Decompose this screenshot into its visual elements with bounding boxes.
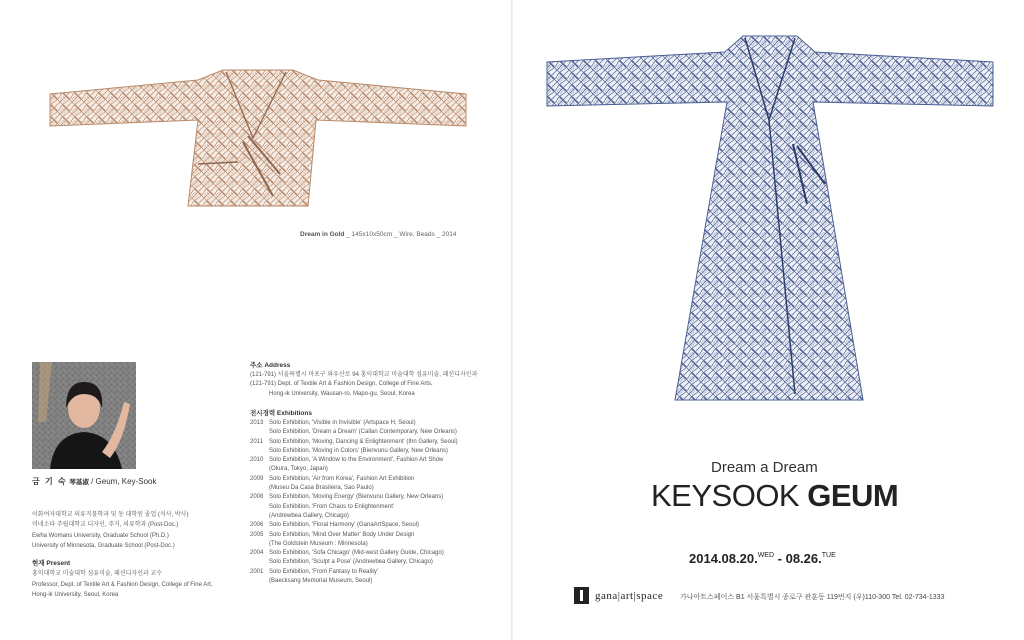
address-line: Hong-ik University, Wausan-ro, Mapo-gu, Seoul, Korea (269, 390, 415, 397)
gallery-brand: gana|art|space (595, 589, 664, 602)
address-heading: 주소 Address (250, 362, 291, 369)
exhibition-year (250, 577, 269, 586)
exhibition-text: Solo Exhibition, 'Dream a Dream' (Callan Contemporary, New Orleans) (269, 429, 457, 436)
exhibition-row (250, 419, 458, 428)
address-block (250, 361, 477, 399)
right-page (513, 0, 1024, 640)
artist-first-name: KEYSOOK (651, 478, 800, 513)
show-title (651, 478, 898, 514)
exhibition-year: 2009 (250, 475, 264, 482)
exhibitions-block (250, 408, 458, 586)
exhibition-year (250, 484, 269, 493)
exhibition-row (250, 456, 458, 465)
exhibition-year (250, 503, 269, 512)
exhibition-row (250, 568, 458, 577)
exhibition-year: 2011 (250, 438, 263, 445)
exhibition-text: Solo Exhibition, 'A Window to the Environment', Fashion Art Show (269, 457, 444, 464)
exhibition-row (250, 558, 458, 567)
exhibition-row (250, 503, 458, 512)
education-item: University of Minnesota, Graduate School (Post-Doc.) (32, 543, 175, 550)
exhibition-text: (Museu Da Casa Brasileira, Sao Paulo) (269, 485, 374, 492)
exhibition-year: 2010 (250, 457, 264, 464)
exhibition-text: Solo Exhibition, 'Floral Harmony' (GanaArtSpace, Seoul) (269, 522, 420, 529)
exhibition-row (250, 484, 458, 493)
exhibitions-list (250, 419, 458, 586)
present-item: Professor, Dept. of Textile Art & Fashion Design, College of Fine Art, (32, 581, 213, 588)
exhibition-row (250, 512, 458, 521)
exhibition-row (250, 428, 458, 437)
exhibition-row (250, 475, 458, 484)
address-line: (121-791) Dept. of Textile Art & Fashion Design, College of Fine Arts, (250, 381, 433, 388)
exhibition-text: Solo Exhibition, 'Moving, Dancing & Enlightenment' (Ihn Gallery, Seoul) (269, 438, 458, 445)
venue-info: 가나아트스페이스 B1 서울특별시 종로구 관훈동 119번지 (우)110-300 Tel. 02-734-1333 (680, 594, 945, 601)
artist-name-english: / Geum, Key-Sook (91, 477, 157, 486)
exhibition-year: 2008 (250, 494, 264, 501)
exhibition-text: (Andrewbea Gallery, Chicago) (269, 512, 349, 519)
exhibition-text: Solo Exhibition, 'Moving Energy' (Bienvunu Gallery, New Orleans) (269, 494, 444, 501)
gallery-logo-icon (574, 587, 589, 604)
exhibition-text: (Okura, Tokyo, Japan) (269, 466, 328, 473)
artist-name (32, 476, 156, 487)
date-separator: - (774, 551, 786, 566)
artist-portrait-image (32, 362, 136, 469)
present-position (32, 559, 213, 601)
artist-name-korean: 금 기 숙 (32, 477, 68, 486)
exhibition-year (250, 512, 269, 521)
exhibition-year (250, 447, 269, 456)
exhibition-year: 2004 (250, 550, 264, 557)
show-dates (689, 551, 836, 566)
exhibition-row (250, 465, 458, 474)
exhibition-year (250, 428, 269, 437)
exhibition-year: 2001 (250, 568, 264, 575)
exhibition-year: 2013 (250, 420, 264, 426)
exhibition-text: Solo Exhibition, 'From Chaos to Enlightenment' (269, 503, 395, 510)
date-end: 08.26. (785, 551, 822, 566)
artist-name-hanja: 琴基淑 (69, 479, 89, 486)
artwork-title: Dream in Gold (300, 231, 345, 238)
artwork-details: _ 145x10x50cm _ Wire, Beads _ 2014 (346, 231, 457, 238)
exhibition-text: Solo Exhibition, 'Sculpt a Pose' (Andrewbea Gallery, Chicago) (269, 559, 433, 566)
exhibition-text: (Baecksang Memorial Museum, Seoul) (269, 578, 373, 585)
exhibition-text: Solo Exhibition, 'Visible in Invisible' (Artspace H, Seoul) (269, 420, 416, 426)
blue-robe-sculpture (545, 34, 995, 406)
exhibition-year (250, 558, 269, 567)
education-item: 이화여자대학교 의류직물학과 및 동 대학원 졸업 (석사, 박사) (32, 512, 189, 518)
exhibition-row (250, 540, 458, 549)
exhibition-year (250, 465, 269, 474)
education-item: 미네소타 주립대학교 디자인, 주거, 의류학과 (Post-Doc.) (32, 522, 179, 529)
day-end: TUE (821, 552, 836, 559)
exhibition-text: Solo Exhibition, 'Air from Korea', Fashion Art Exhibition (269, 475, 415, 482)
present-item: 홍익대학교 미술대학 섬유미술, 패션디자인과 교수 (32, 571, 163, 578)
artwork-caption (300, 231, 456, 238)
exhibition-text: Solo Exhibition, 'Moving in Colors' (Bienvunu Gallery, New Orleans) (269, 447, 448, 454)
exhibition-text: Solo Exhibition, 'Sofa Chicago' (Mid-west Gallery Guide, Chicago) (269, 550, 444, 557)
gold-jacket-sculpture (48, 66, 468, 212)
exhibition-row (250, 438, 458, 447)
exhibition-row (250, 549, 458, 558)
exhibitions-heading: 전시경력 Exhibitions (250, 410, 312, 417)
date-start: 2014.08.20. (689, 551, 758, 566)
education-item: Ewha Womans University, Graduate School (Ph.D.) (32, 532, 169, 539)
exhibition-text: Solo Exhibition, 'Mind Over Matter' Body Under Design (269, 531, 415, 538)
present-heading: 현재 Present (32, 560, 71, 567)
exhibition-row (250, 521, 458, 530)
exhibition-row (250, 447, 458, 456)
exhibition-year: 2005 (250, 531, 264, 538)
gallery-logo (574, 587, 663, 604)
exhibition-row (250, 493, 458, 502)
address-line: (121-791) 서울특별시 마포구 와우산로 94 홍익대학교 미술대학 섬유미술, 패션디자인과 (250, 371, 478, 378)
left-page (0, 0, 511, 640)
exhibition-row (250, 577, 458, 586)
artist-last-name: GEUM (807, 478, 899, 513)
exhibition-year: 2006 (250, 522, 264, 529)
exhibition-text: (The Goldstein Museum : Minnesota) (269, 540, 368, 547)
present-item: Hong-ik University, Seoul, Korea (32, 592, 119, 599)
artist-photo (32, 362, 136, 469)
exhibition-year (250, 540, 269, 549)
education-list (32, 510, 188, 552)
exhibition-text: Solo Exhibition, 'From Fantasy to Reality' (269, 568, 379, 575)
show-subtitle: Dream a Dream (711, 459, 818, 476)
day-start: WED (757, 552, 775, 559)
exhibition-row (250, 531, 458, 540)
